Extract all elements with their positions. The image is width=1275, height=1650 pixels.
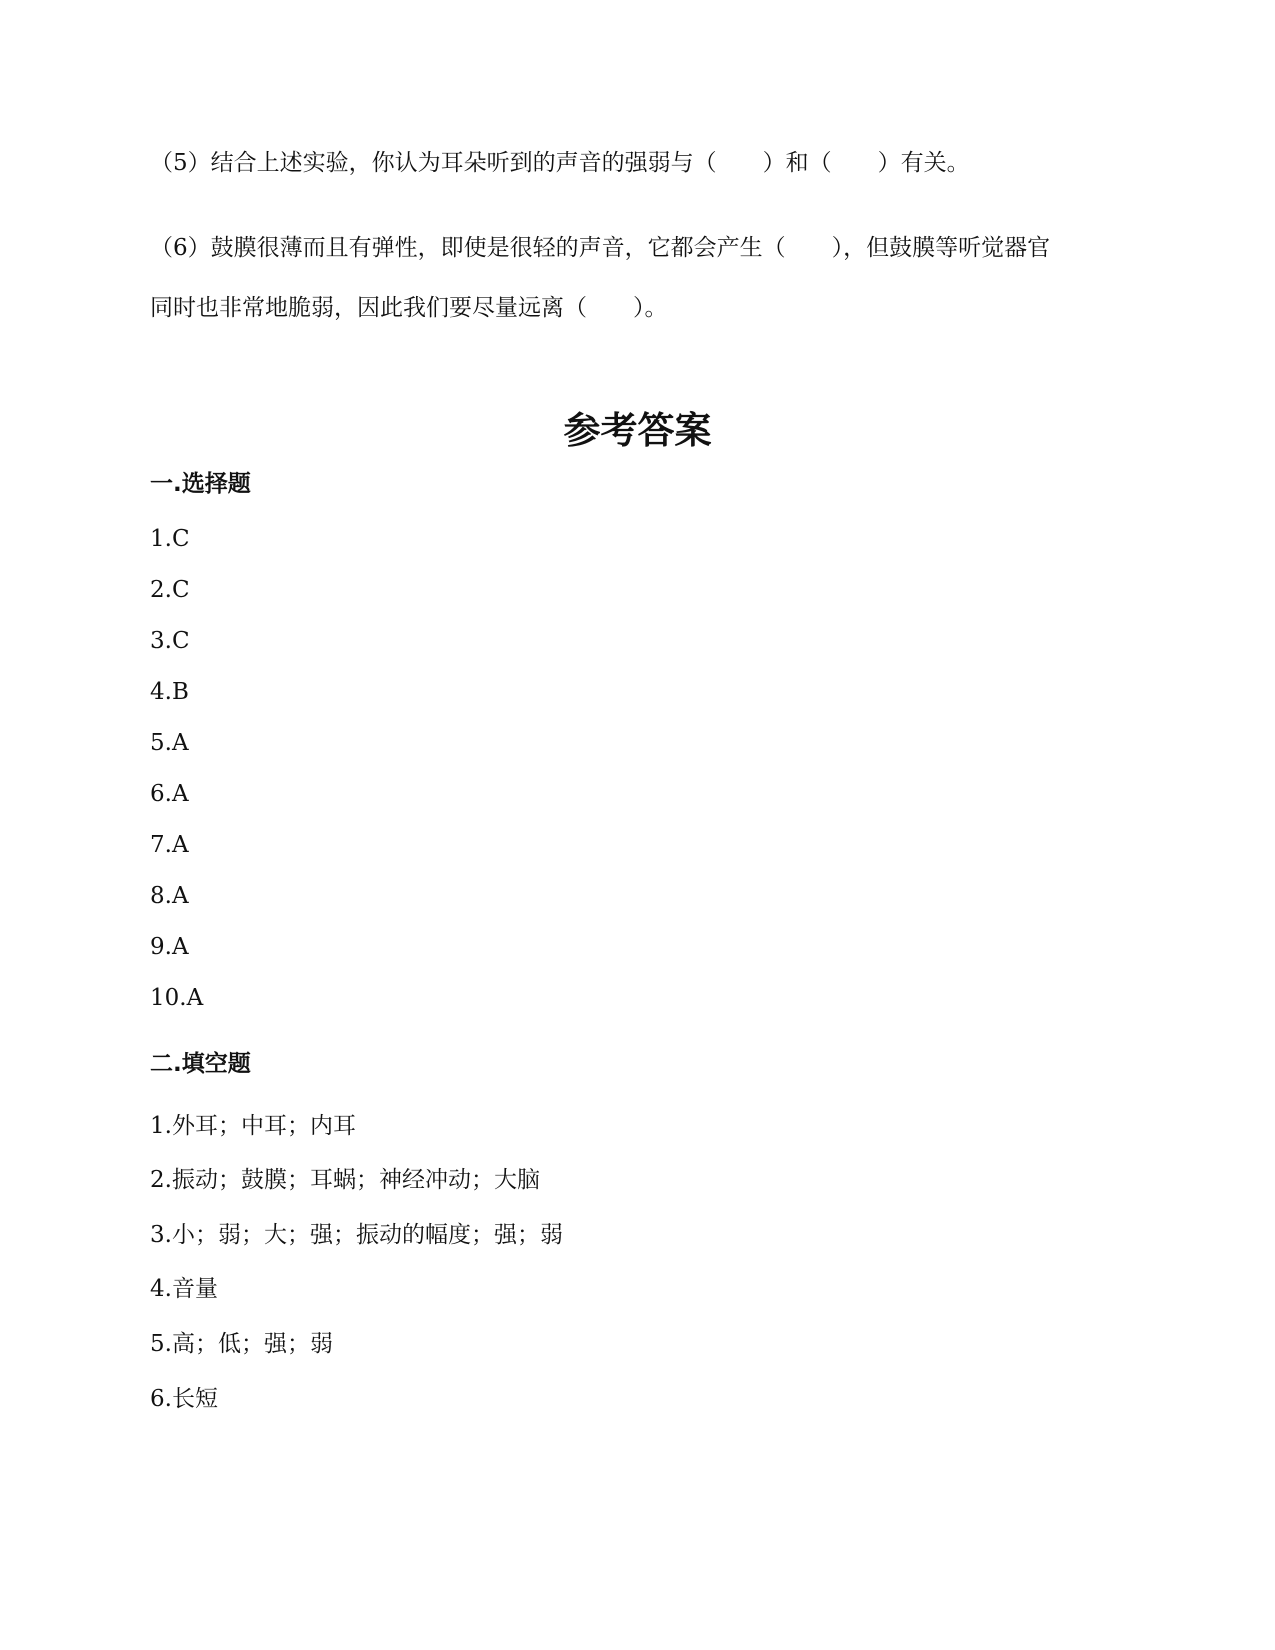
question-6-line-2: 同时也非常地脆弱，因此我们要尽量远离（ ）。 <box>150 295 668 321</box>
section-heading-choice: 一.选择题 <box>150 471 251 497</box>
fill-answer: 1.外耳；中耳；内耳 <box>150 1113 356 1139</box>
choice-answer: 8.A <box>150 883 189 909</box>
fill-answer: 5.高；低；强；弱 <box>150 1331 333 1357</box>
question-5: （5）结合上述实验，你认为耳朵听到的声音的强弱与（ ）和（ ）有关。 <box>150 150 970 176</box>
choice-answer: 7.A <box>150 832 189 858</box>
choice-answer: 5.A <box>150 730 189 756</box>
choice-answer: 10.A <box>150 985 204 1011</box>
choice-answer: 1.C <box>150 526 190 552</box>
fill-answer: 2.振动；鼓膜；耳蜗；神经冲动；大脑 <box>150 1167 540 1193</box>
choice-answer: 4.B <box>150 679 189 705</box>
question-6-line-1: （6）鼓膜很薄而且有弹性，即使是很轻的声音，它都会产生（ ），但鼓膜等听觉器官 <box>150 235 1051 261</box>
choice-answer: 2.C <box>150 577 190 603</box>
choice-answer: 3.C <box>150 628 190 654</box>
fill-answer: 6.长短 <box>150 1386 218 1412</box>
fill-answer: 4.音量 <box>150 1276 218 1302</box>
choice-answer: 6.A <box>150 781 189 807</box>
choice-answer: 9.A <box>150 934 189 960</box>
section-heading-fill: 二.填空题 <box>150 1051 251 1077</box>
fill-answer: 3.小；弱；大；强；振动的幅度；强；弱 <box>150 1222 563 1248</box>
answer-key-title: 参考答案 <box>563 409 712 452</box>
